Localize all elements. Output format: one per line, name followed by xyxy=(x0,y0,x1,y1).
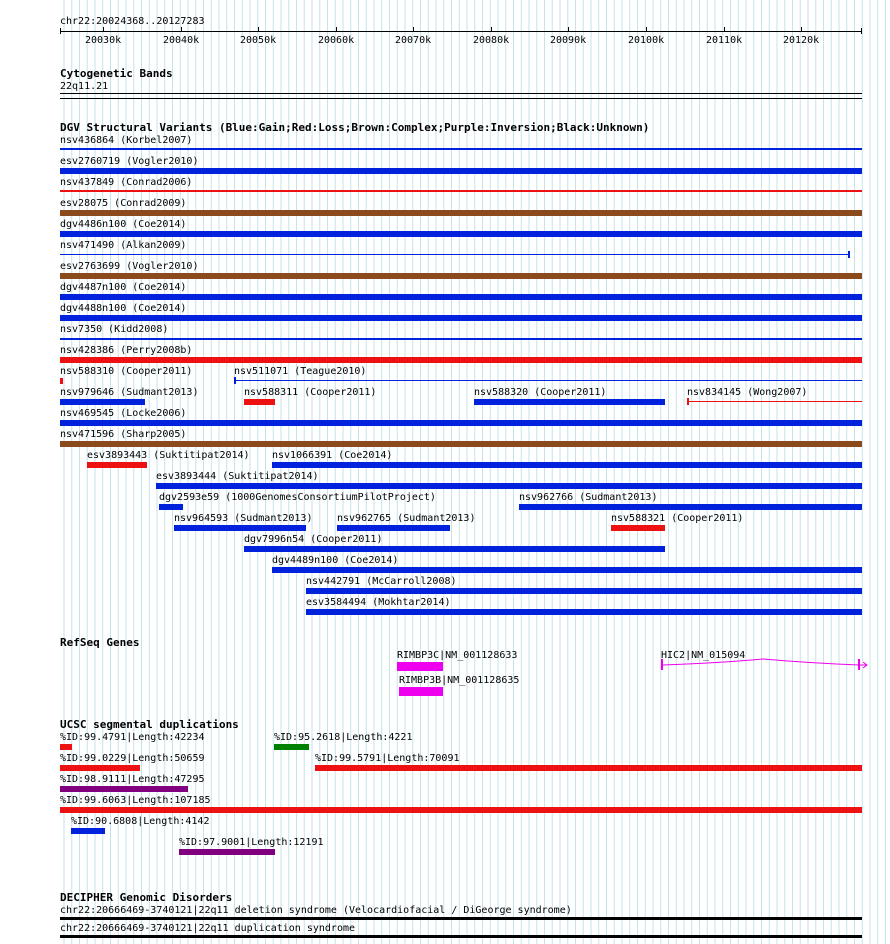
dgv-feature-bar[interactable] xyxy=(60,315,862,321)
ruler-tick-label: 20090k xyxy=(550,35,587,46)
dgv-feature-end-marker xyxy=(234,377,236,384)
ruler-tick-label: 20060k xyxy=(318,35,355,46)
dgv-feature-label[interactable]: esv3893444 (Suktitipat2014) xyxy=(156,471,319,482)
ruler-tick xyxy=(646,27,647,32)
dgv-feature-label[interactable]: nsv469545 (Locke2006) xyxy=(60,408,187,419)
dgv-feature-label[interactable]: dgv4488n100 (Coe2014) xyxy=(60,303,187,314)
cytoband-bar-edge xyxy=(60,98,862,99)
dgv-feature-bar[interactable] xyxy=(174,525,306,531)
gene-label[interactable]: HIC2|NM_015094 xyxy=(661,650,746,661)
ruler-tick xyxy=(724,27,725,32)
ruler-tick xyxy=(103,27,104,32)
cytoband-label[interactable]: 22q11.21 xyxy=(60,81,109,92)
dgv-feature-bar[interactable] xyxy=(60,420,862,426)
dgv-feature-label[interactable]: dgv4489n100 (Coe2014) xyxy=(272,555,399,566)
segdup-label[interactable]: %ID:99.4791|Length:42234 xyxy=(60,732,205,743)
dgv-feature-bar[interactable] xyxy=(306,588,862,594)
gene-bar[interactable] xyxy=(397,662,443,671)
decipher-bar[interactable] xyxy=(60,935,862,938)
ruler-end-tick xyxy=(60,28,61,34)
segdup-label[interactable]: %ID:99.6063|Length:107185 xyxy=(60,795,211,806)
dgv-feature-bar[interactable] xyxy=(60,294,862,300)
dgv-feature-label[interactable]: nsv962765 (Sudmant2013) xyxy=(337,513,476,524)
dgv-feature-bar[interactable] xyxy=(60,254,849,255)
dgv-feature-label[interactable]: dgv2593e59 (1000GenomesConsortiumPilotProject) xyxy=(159,492,436,503)
segdup-bar[interactable] xyxy=(60,744,72,750)
dgv-feature-bar[interactable] xyxy=(60,338,862,340)
dgv-feature-bar[interactable] xyxy=(474,399,665,405)
dgv-feature-label[interactable]: esv2760719 (Vogler2010) xyxy=(60,156,199,167)
dgv-feature-label[interactable]: nsv964593 (Sudmant2013) xyxy=(174,513,313,524)
dgv-feature-label[interactable]: nsv979646 (Sudmant2013) xyxy=(60,387,199,398)
dgv-feature-bar[interactable] xyxy=(156,483,862,489)
dgv-feature-bar[interactable] xyxy=(60,148,862,150)
dgv-feature-bar[interactable] xyxy=(60,210,862,216)
dgv-feature-label[interactable]: nsv834145 (Wong2007) xyxy=(687,387,808,398)
dgv-feature-label[interactable]: nsv588320 (Cooper2011) xyxy=(474,387,607,398)
segdup-label[interactable]: %ID:95.2618|Length:4221 xyxy=(274,732,413,743)
dgv-feature-label[interactable]: nsv471596 (Sharp2005) xyxy=(60,429,187,440)
segdup-label[interactable]: %ID:90.6808|Length:4142 xyxy=(71,816,210,827)
dgv-feature-label[interactable]: dgv4486n100 (Coe2014) xyxy=(60,219,187,230)
dgv-feature-bar[interactable] xyxy=(60,399,145,405)
dgv-feature-bar[interactable] xyxy=(244,546,665,552)
ruler-tick xyxy=(413,27,414,32)
dgv-feature-label[interactable]: nsv588311 (Cooper2011) xyxy=(244,387,377,398)
dgv-feature-end-marker xyxy=(687,398,689,405)
decipher-label[interactable]: chr22:20666469-3740121|22q11 deletion syndrome (Velocardiofacial / DiGeorge syndrome) xyxy=(60,905,572,916)
ruler-tick-label: 20070k xyxy=(395,35,432,46)
ruler-tick-label: 20110k xyxy=(706,35,743,46)
dgv-feature-end-marker xyxy=(848,251,850,258)
dgv-feature-bar[interactable] xyxy=(687,401,862,402)
ruler-tick xyxy=(258,27,259,32)
dgv-feature-label[interactable]: nsv442791 (McCarroll2008) xyxy=(306,576,457,587)
dgv-feature-bar[interactable] xyxy=(272,567,862,573)
gene-bar[interactable] xyxy=(399,687,443,696)
ruler-tick-label: 20120k xyxy=(783,35,820,46)
ruler-tick xyxy=(801,27,802,32)
dgv-feature-bar[interactable] xyxy=(234,380,862,381)
dgv-feature-label[interactable]: nsv1066391 (Coe2014) xyxy=(272,450,393,461)
segdup-bar[interactable] xyxy=(60,807,862,813)
dgv-feature-bar[interactable] xyxy=(60,168,862,174)
ruler-tick xyxy=(336,27,337,32)
ruler-tick xyxy=(568,27,569,32)
dgv-feature-label[interactable]: nsv588321 (Cooper2011) xyxy=(611,513,744,524)
ruler-tick-label: 20030k xyxy=(85,35,122,46)
dgv-feature-bar[interactable] xyxy=(306,609,862,615)
dgv-feature-label[interactable]: nsv436864 (Korbel2007) xyxy=(60,135,193,146)
segdup-bar[interactable] xyxy=(60,786,188,792)
decipher-bar[interactable] xyxy=(60,917,862,920)
dgv-feature-label[interactable]: dgv7996n54 (Cooper2011) xyxy=(244,534,383,545)
track-title-segdup[interactable]: UCSC segmental duplications xyxy=(60,718,239,731)
ruler-tick-label: 20050k xyxy=(240,35,277,46)
segdup-label[interactable]: %ID:99.5791|Length:70091 xyxy=(315,753,460,764)
track-title-cytoband[interactable]: Cytogenetic Bands xyxy=(60,67,173,80)
dgv-feature-bar[interactable] xyxy=(60,190,862,192)
dgv-feature-label[interactable]: nsv588310 (Cooper2011) xyxy=(60,366,193,377)
dgv-feature-label[interactable]: esv2763699 (Vogler2010) xyxy=(60,261,199,272)
ruler-tick-label: 20040k xyxy=(163,35,200,46)
dgv-feature-bar[interactable] xyxy=(60,273,862,279)
dgv-feature-label[interactable]: esv3893443 (Suktitipat2014) xyxy=(87,450,250,461)
track-title-decipher[interactable]: DECIPHER Genomic Disorders xyxy=(60,891,233,904)
gene-label[interactable]: RIMBP3B|NM_001128635 xyxy=(399,675,520,686)
dgv-feature-bar[interactable] xyxy=(87,462,147,468)
dgv-feature-bar[interactable] xyxy=(519,504,862,510)
dgv-feature-bar[interactable] xyxy=(60,357,862,363)
segdup-label[interactable]: %ID:98.9111|Length:47295 xyxy=(60,774,205,785)
dgv-feature-bar[interactable] xyxy=(60,231,862,237)
segdup-bar[interactable] xyxy=(179,849,275,855)
dgv-feature-label[interactable]: nsv511071 (Teague2010) xyxy=(234,366,367,377)
dgv-feature-label[interactable]: nsv437849 (Conrad2006) xyxy=(60,177,193,188)
segdup-bar[interactable] xyxy=(274,744,309,750)
ruler-tick-label: 20080k xyxy=(473,35,510,46)
ruler-range-label: chr22:20024368..20127283 xyxy=(60,16,205,27)
decipher-label[interactable]: chr22:20666469-3740121|22q11 duplication syndrome xyxy=(60,923,356,934)
track-title-refseq[interactable]: RefSeq Genes xyxy=(60,636,140,649)
dgv-feature-bar[interactable] xyxy=(272,462,862,468)
segdup-bar[interactable] xyxy=(315,765,862,771)
segdup-label[interactable]: %ID:97.9001|Length:12191 xyxy=(179,837,324,848)
dgv-feature-bar[interactable] xyxy=(337,525,450,531)
dgv-feature-bar[interactable] xyxy=(60,378,63,384)
ruler-end-tick xyxy=(861,28,862,34)
track-title-dgv[interactable]: DGV Structural Variants (Blue:Gain;Red:Loss;Brown:Complex;Purple:Inversion;Black:Unknown) xyxy=(60,121,650,134)
dgv-feature-bar[interactable] xyxy=(60,441,862,447)
dgv-feature-label[interactable]: esv3584494 (Mokhtar2014) xyxy=(306,597,451,608)
dgv-feature-label[interactable]: esv28075 (Conrad2009) xyxy=(60,198,187,209)
ruler-tick xyxy=(181,27,182,32)
cytoband-bar[interactable] xyxy=(60,93,862,94)
dgv-feature-label[interactable]: dgv4487n100 (Coe2014) xyxy=(60,282,187,293)
dgv-feature-bar[interactable] xyxy=(611,525,665,531)
dgv-feature-label[interactable]: nsv962766 (Sudmant2013) xyxy=(519,492,658,503)
ruler-tick-label: 20100k xyxy=(628,35,665,46)
dgv-feature-label[interactable]: nsv428386 (Perry2008b) xyxy=(60,345,193,356)
ruler-tick xyxy=(491,27,492,32)
dgv-feature-bar[interactable] xyxy=(244,399,275,405)
dgv-feature-bar[interactable] xyxy=(159,504,183,510)
segdup-bar[interactable] xyxy=(71,828,105,834)
segdup-bar[interactable] xyxy=(60,765,140,771)
dgv-feature-label[interactable]: nsv7350 (Kidd2008) xyxy=(60,324,169,335)
segdup-label[interactable]: %ID:99.0229|Length:50659 xyxy=(60,753,205,764)
dgv-feature-label[interactable]: nsv471490 (Alkan2009) xyxy=(60,240,187,251)
gene-label[interactable]: RIMBP3C|NM_001128633 xyxy=(397,650,518,661)
